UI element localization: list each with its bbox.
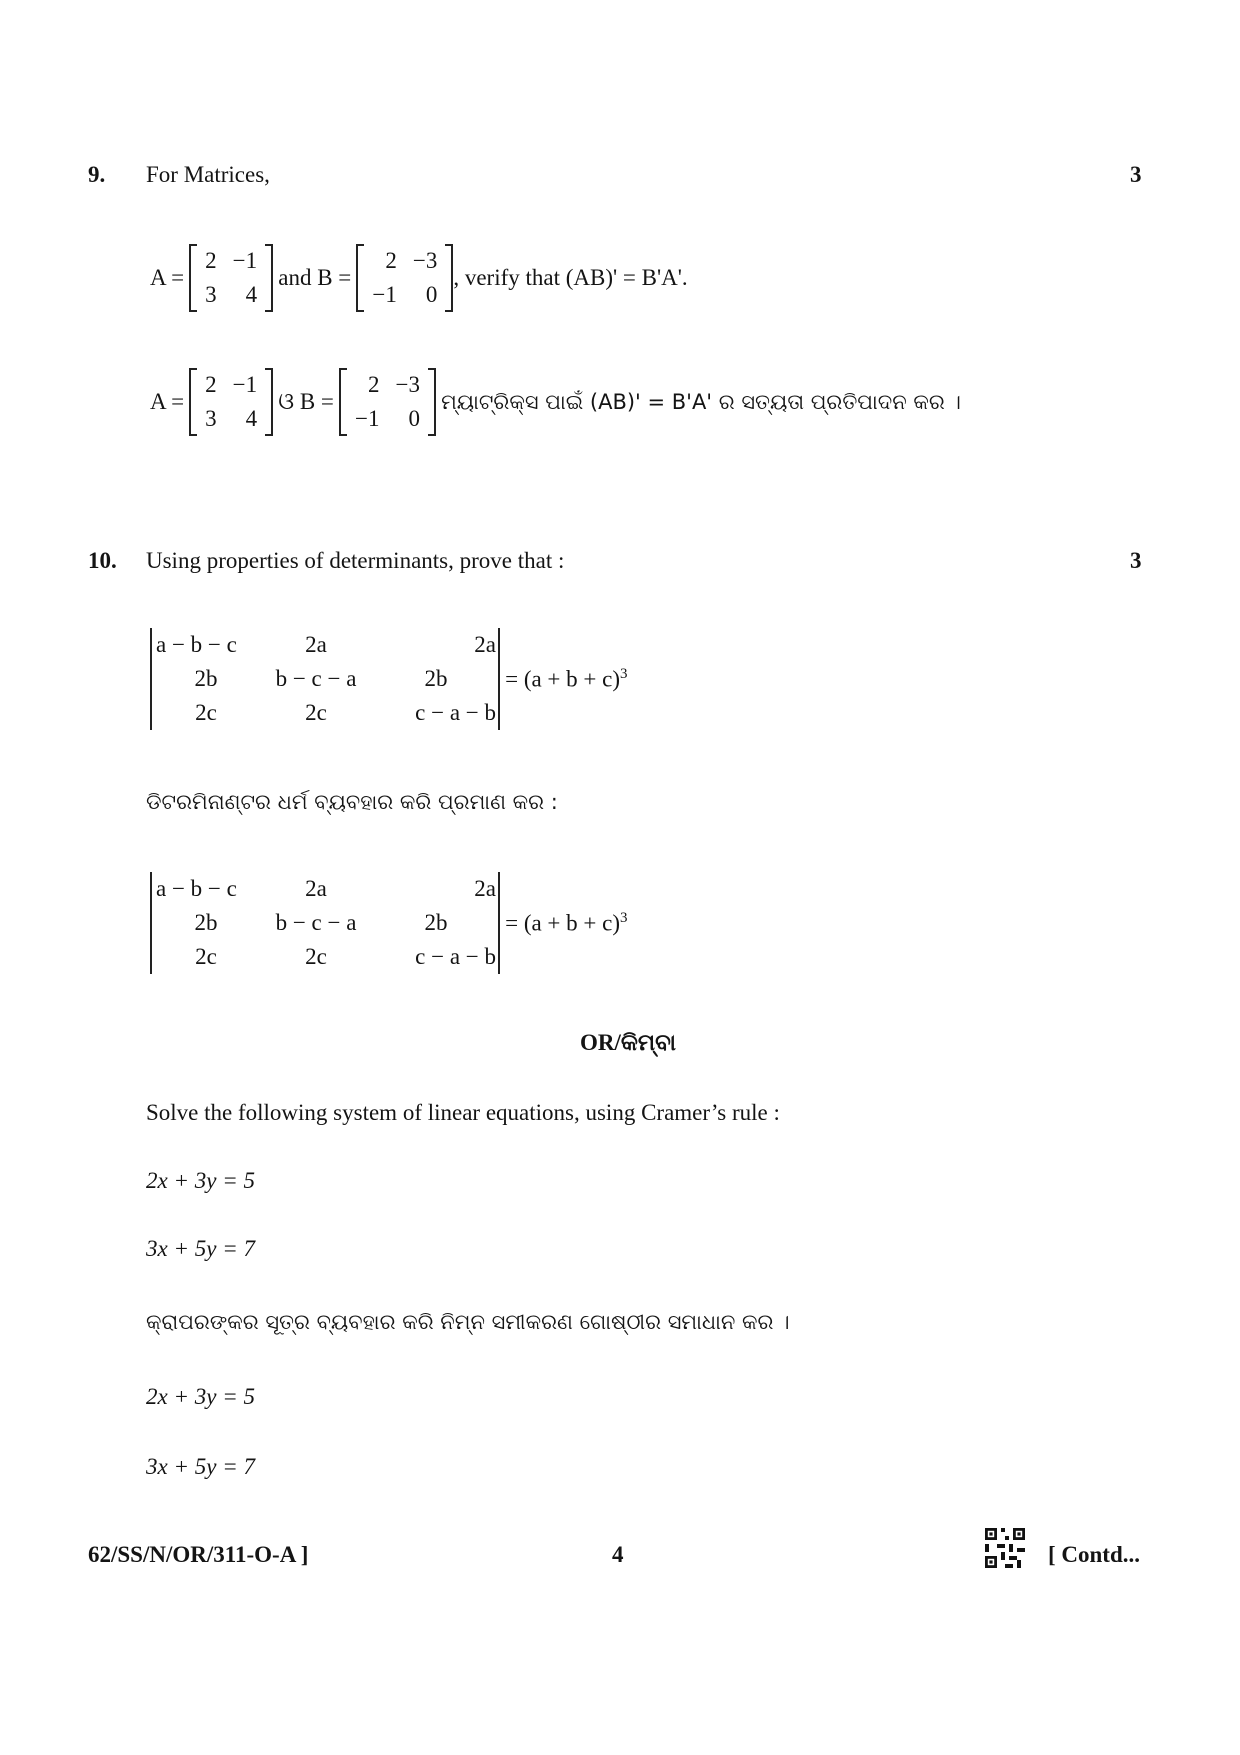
matrix-a [189,368,273,436]
matrix-cell: −1 [372,282,397,307]
equation-1: 2x + 3y = 5 [146,1168,255,1193]
determinant-rhs: = $(a + b + c)^3$ [505,909,628,936]
odia-verify-text: ମ୍ୟାଟ୍ରିକ୍ସ ପାଇଁ (AB)' = B'A' ର ସତ୍ୟତା ପ୍ରତିପାଦନ କର । [441,389,961,414]
continued-label: [ Contd... [1048,1542,1141,1567]
matrix-statement-odia [150,368,961,436]
matrix-a-label: A = [150,389,185,414]
det-cell: 2b [424,910,448,935]
det-cell: c − a − b [415,944,496,969]
determinant-equation [150,872,628,974]
det-cell: 2b [194,910,218,935]
det-cell: a − b − c [156,632,237,657]
equation-1: 2x + 3y = 5 [146,1384,255,1409]
question-marks: 3 [1130,162,1142,187]
det-cell: 2c [195,944,217,969]
question-stem: Using properties of determinants, prove that : [146,548,565,573]
odia-question-stem: ଡିଟରମିନାଣ୍ଟର ଧର୍ମ ବ୍ୟବହାର କରି ପ୍ରମାଣ କର : [146,790,558,814]
det-cell: 2a [305,876,327,901]
det-cell: b − c − a [275,666,357,691]
determinant-rhs: = $(a + b + c)^3$ [505,665,628,692]
det-cell: 2a [474,632,496,657]
matrix-b-label: and B = [278,265,352,290]
verify-text: , verify that (AB)' = B'A'. [453,265,688,290]
matrix-cell: 2 [385,248,397,273]
matrix-b [339,368,436,436]
matrix-cell: −1 [232,372,258,397]
matrix-b [356,244,453,312]
question-stem: For Matrices, [146,162,270,187]
det-cell: a − b − c [156,876,237,901]
determinant [150,872,500,974]
matrix-cell: 2 [205,248,217,273]
det-cell: 2a [305,632,327,657]
determinant-equation [150,628,628,730]
odia-or-question-stem: କ୍ରାପରଙ୍କର ସୂତ୍ର ବ୍ୟବହାର କରି ନିମ୍ନ ସମୀକରଣ ଗୋଷ୍ଠୀର ସମାଧାନ କର । [146,1310,790,1334]
det-cell: 2a [474,876,496,901]
matrix-cell: 4 [245,406,258,431]
matrix-cell: 2 [205,372,217,397]
matrix-cell: 0 [408,406,420,431]
det-cell: 2c [305,944,327,969]
question-number: 9. [88,162,106,187]
or-question-stem: Solve the following system of linear equations, using Cramer’s rule : [146,1100,780,1125]
equation-2: 3x + 5y = 7 [146,1236,255,1261]
equation-2: 3x + 5y = 7 [146,1454,255,1479]
matrix-a [189,244,273,312]
or-label: OR/କିମ୍ବା [580,1030,677,1055]
det-cell: b − c − a [275,910,357,935]
matrix-cell: 3 [205,282,217,307]
question-marks: 3 [1130,548,1142,573]
matrix-cell: −3 [412,248,438,273]
question-number: 10. [88,548,117,573]
matrix-cell: −3 [395,372,420,397]
matrix-cell: 2 [367,372,380,397]
qr-code-icon [985,1528,1025,1568]
det-cell: 2c [195,700,217,725]
determinant [150,628,500,730]
page-number: 4 [612,1542,624,1567]
matrix-cell: 4 [245,282,258,307]
det-cell: 2b [424,666,448,691]
matrix-b-label: ଓ B = [278,389,334,414]
matrix-cell: 0 [425,282,438,307]
matrix-a-label: A = [150,265,185,290]
paper-code: 62/SS/N/OR/311-O-A ] [88,1542,309,1567]
matrix-cell: −1 [355,406,380,431]
det-cell: 2b [194,666,218,691]
matrix-statement-english [150,244,688,312]
matrix-cell: −1 [232,248,258,273]
det-cell: c − a − b [415,700,496,725]
matrix-cell: 3 [205,406,217,431]
det-cell: 2c [305,700,327,725]
